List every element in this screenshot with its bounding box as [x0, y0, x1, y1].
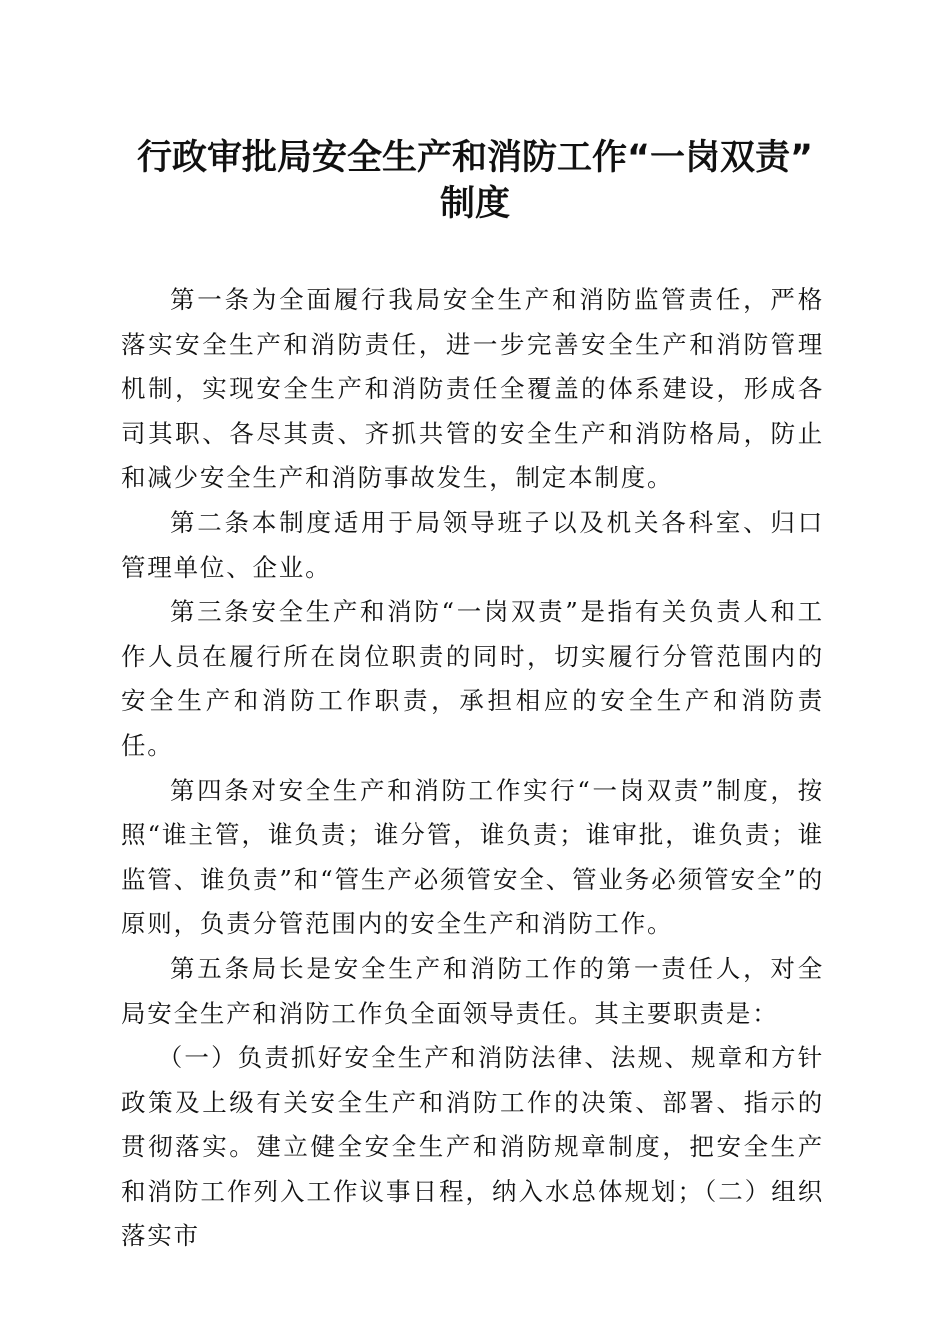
article-2-paragraph: 第二条本制度适用于局领导班子以及机关各科室、归口管理单位、企业。 [121, 507, 824, 582]
document-body [121, 278, 824, 1259]
article-4-paragraph: 第四条对安全生产和消防工作实行“一岗双责”制度，按照“谁主管，谁负责；谁分管，谁负责；谁审批，谁负责；谁监管、谁负责”和“管生产必须管安全、管业务必须管安全”的原则，负责分管范围内的安全生产和消防工作。 [121, 775, 824, 939]
article-5-paragraph: 第五条局长是安全生产和消防工作的第一责任人，对全局安全生产和消防工作负全面领导责任。其主要职责是： [121, 953, 824, 1028]
article-3-paragraph: 第三条安全生产和消防“一岗双责”是指有关负责人和工作人员在履行所在岗位职责的同时，切实履行分管范围内的安全生产和消防工作职责，承担相应的安全生产和消防责任。 [121, 597, 824, 760]
article-5-item-paragraph: （一）负责抓好安全生产和消防法律、法规、规章和方针政策及上级有关安全生产和消防工作的决策、部署、指示的贯彻落实。建立健全安全生产和消防规章制度，把安全生产和消防工作列入工作议事日程，纳入水总体规划；（二）组织落实市 [121, 1043, 824, 1251]
document-title-line-2: 制度 [439, 184, 510, 224]
document-title-line-1: 行政审批局安全生产和消防工作“一岗双责” [136, 138, 813, 178]
article-1-paragraph: 第一条为全面履行我局安全生产和消防监管责任，严格落实安全生产和消防责任，进一步完善安全生产和消防管理机制，实现安全生产和消防责任全覆盖的体系建设，形成各司其职、各尽其责、齐抓共管的安全生产和消防格局，防止和减少安全生产和消防事故发生，制定本制度。 [121, 285, 824, 493]
